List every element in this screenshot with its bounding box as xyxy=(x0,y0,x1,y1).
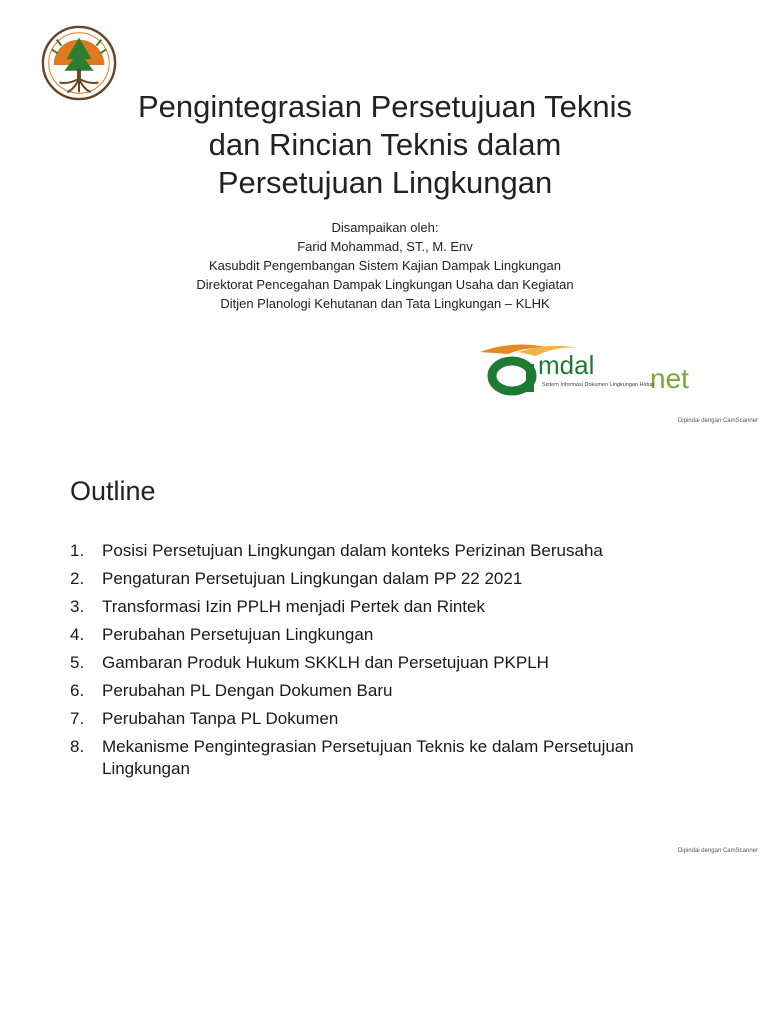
outline-slide xyxy=(0,432,768,864)
item-number: 4. xyxy=(70,625,85,644)
item-number: 1. xyxy=(70,541,85,560)
presenter-block xyxy=(80,218,690,313)
item-text: Mekanisme Pengintegrasian Persetujuan Teknis ke dalam Persetujuan Lingkungan xyxy=(102,737,634,778)
item-text: Posisi Persetujuan Lingkungan dalam konteks Perizinan Berusaha xyxy=(102,541,603,560)
amdalnet-tagline: Sistem Informasi Dokumen Lingkungan Hidup xyxy=(542,382,654,388)
camscanner-note: Dipindai dengan CamScanner xyxy=(677,418,758,424)
item-text: Perubahan PL Dengan Dokumen Baru xyxy=(102,681,393,700)
outline-list xyxy=(70,540,710,786)
list-item xyxy=(70,652,710,674)
list-item xyxy=(70,624,710,646)
item-number: 8. xyxy=(70,737,85,756)
list-item xyxy=(70,680,710,702)
list-item xyxy=(70,736,710,780)
amdalnet-logo-icon xyxy=(478,340,728,396)
list-item xyxy=(70,708,710,730)
net-word: net xyxy=(650,363,689,394)
amdal-word: mdal xyxy=(538,350,595,380)
presenter-line: Farid Mohammad, ST., M. Env xyxy=(297,239,473,254)
item-number: 2. xyxy=(70,569,85,588)
title-line: Persetujuan Lingkungan xyxy=(217,165,553,200)
item-text: Perubahan Persetujuan Lingkungan xyxy=(102,625,374,644)
item-number: 5. xyxy=(70,653,85,672)
item-text: Pengaturan Persetujuan Lingkungan dalam PP 22 2021 xyxy=(102,569,523,588)
item-number: 3. xyxy=(70,597,85,616)
title-line: dan Rincian Teknis dalam xyxy=(208,127,562,162)
item-text: Perubahan Tanpa PL Dokumen xyxy=(102,709,339,728)
title-line: Pengintegrasian Persetujuan Teknis xyxy=(137,89,633,124)
presenter-line: Direktorat Pencegahan Dampak Lingkungan Usaha dan Kegiatan xyxy=(196,277,574,292)
list-item xyxy=(70,596,710,618)
list-item xyxy=(70,568,710,590)
presenter-line: Kasubdit Pengembangan Sistem Kajian Dampak Lingkungan xyxy=(209,258,561,273)
presenter-line: Ditjen Planologi Kehutanan dan Tata Lingkungan – KLHK xyxy=(220,296,550,311)
presentation-title xyxy=(60,88,710,202)
item-text: Transformasi Izin PPLH menjadi Pertek dan Rintek xyxy=(102,597,485,616)
item-text: Gambaran Produk Hukum SKKLH dan Persetujuan PKPLH xyxy=(102,653,549,672)
camscanner-note: Dipindai dengan CamScanner xyxy=(677,848,758,854)
title-slide xyxy=(0,0,768,432)
item-number: 6. xyxy=(70,681,85,700)
outline-heading: Outline xyxy=(70,476,156,506)
list-item xyxy=(70,540,710,562)
item-number: 7. xyxy=(70,709,85,728)
presenter-line: Disampaikan oleh: xyxy=(331,220,439,235)
